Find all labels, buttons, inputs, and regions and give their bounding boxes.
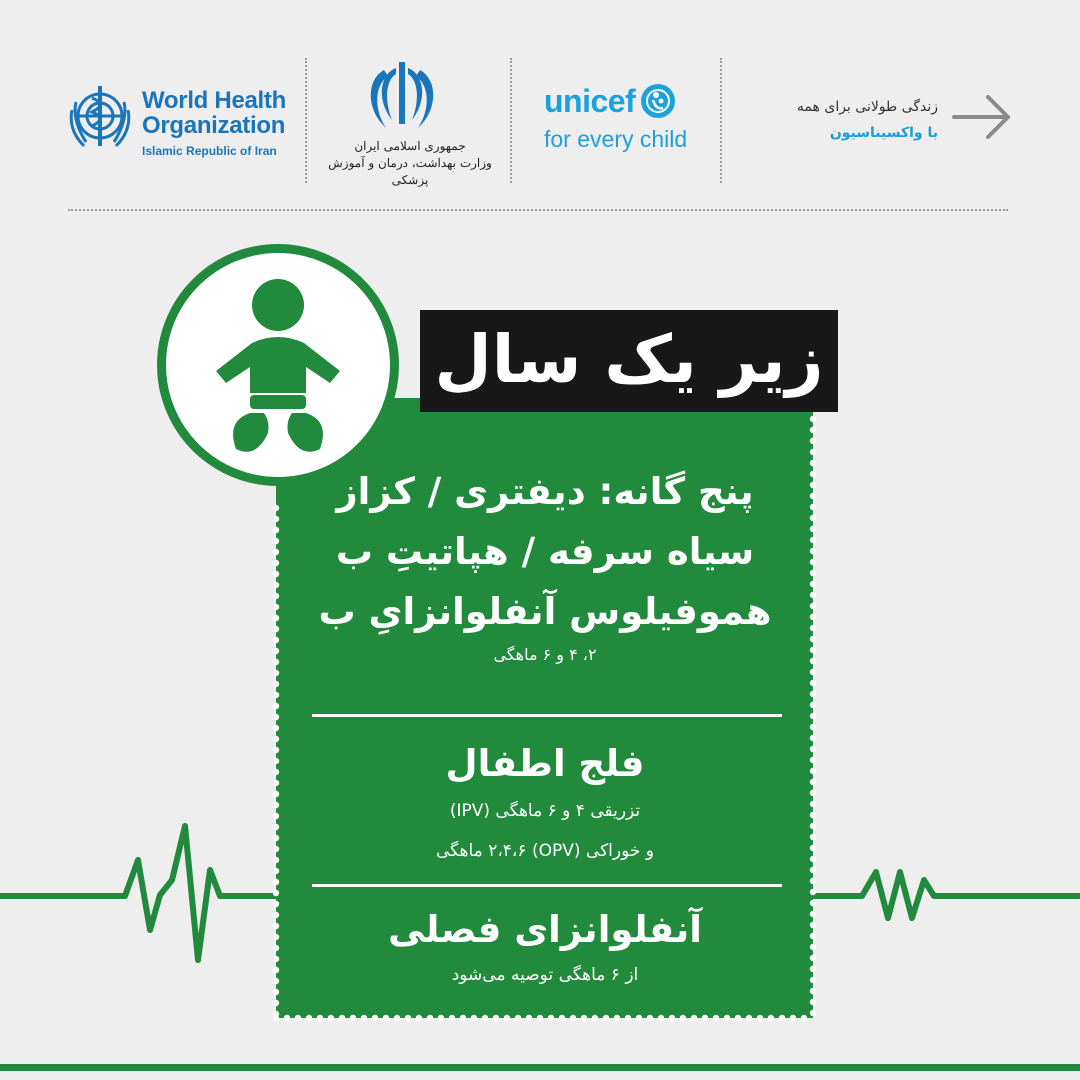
perforation-dot [273,648,279,654]
perforation-dot [724,1015,730,1021]
who-country: Islamic Republic of Iran [142,144,277,158]
perforation-dot [810,438,816,444]
perforation-dot [702,1015,708,1021]
perforation-dot [273,681,279,687]
perforation-dot [810,559,816,565]
perforation-dot [273,692,279,698]
perforation-dot [810,999,816,1005]
perforation-dot [273,714,279,720]
perforation-dot [810,834,816,840]
perforation-dot [273,703,279,709]
influenza-note: از ۶ ماهگی توصیه می‌شود [451,965,639,985]
perforation-dot [273,912,279,918]
slogan-line2: با واکسیناسیون [829,125,938,141]
perforation-dot [306,1015,312,1021]
perforation-dot [680,1015,686,1021]
perforation-dot [801,1015,807,1021]
perforation-dot [810,713,816,719]
perforation-dot [810,515,816,521]
perforation-dot [810,955,816,961]
perforation-dot [757,1015,763,1021]
who-name-line2: Organization [142,112,286,139]
perforation-dot [658,1015,664,1021]
perforation-dot [810,493,816,499]
perforation-dot [810,614,816,620]
perforation-dot [537,1015,543,1021]
perforation-dot [810,427,816,433]
polio-ipv: تزریقی ۴ و ۶ ماهگی (IPV) [449,801,641,821]
perforation-dot [273,868,279,874]
perforation-dot [273,791,279,797]
perforation-dot [810,647,816,653]
perforation-dot [810,735,816,741]
perforation-dot [273,1000,279,1006]
perforation-dot [810,504,816,510]
perforation-dot [810,449,816,455]
perforation-dot [810,889,816,895]
perforation-dot [810,845,816,851]
perforation-dot [273,604,279,610]
perforation-dot [810,977,816,983]
perforation-dot [810,911,816,917]
perforation-dot [810,471,816,477]
perforation-dot [810,922,816,928]
mohme-line1: جمهوری اسلامی ایران [354,139,466,153]
perforation-dot [273,923,279,929]
perforation-dot [273,857,279,863]
perforation-dot [504,1015,510,1021]
perforation-dot [273,527,279,533]
perforation-dot [273,846,279,852]
perforation-dot [273,571,279,577]
perforation-dot [350,1015,356,1021]
perforation-dot [482,1015,488,1021]
perforation-dot [669,1015,675,1021]
perforation-dot [273,978,279,984]
perforation-dot [810,658,816,664]
perforation-dot [405,1015,411,1021]
perforation-dot [273,813,279,819]
perforation-dot [273,626,279,632]
perforation-dot [548,1015,554,1021]
perforation-dot [273,549,279,555]
perforation-dot [647,1015,653,1021]
perforation-dot [746,1015,752,1021]
perforation-dot [273,769,279,775]
perforation-dot [810,537,816,543]
perforation-dot [273,945,279,951]
perforation-dot [779,1015,785,1021]
perforation-dot [810,757,816,763]
unicef-tagline: for every child [544,126,688,152]
who-name-line1: World Health [142,87,286,114]
perforation-dot [810,779,816,785]
perforation-dot [625,1015,631,1021]
card-title: زیر یک سال [420,310,838,412]
perforation-dot [273,956,279,962]
perforation-dot [273,747,279,753]
perforation-dot [810,878,816,884]
perforation-dot [273,725,279,731]
perforation-dot [273,736,279,742]
perforation-dot [559,1015,565,1021]
unicef-name: unicef [544,83,636,119]
slogan-line1: زندگی طولانی برای همه [796,99,938,115]
perforation-dot [273,516,279,522]
perforation-dot [460,1015,466,1021]
perforation-dot [790,1015,796,1021]
section-influenza [300,900,790,990]
perforation-dot [810,856,816,862]
perforation-dot [284,1015,290,1021]
perforation-dot [273,505,279,511]
perforation-dot [810,460,816,466]
perforation-dot [273,901,279,907]
perforation-dot [810,746,816,752]
perforation-dot [636,1015,642,1021]
perforation-dot [810,966,816,972]
perforation-dot [273,582,279,588]
perforation-dot [427,1015,433,1021]
pentavalent-line2: سیاه سرفه / هپاتیتِ ب [335,530,755,573]
perforation-dot [570,1015,576,1021]
perforation-dot [810,867,816,873]
polio-opv: و خوراکی (OPV) ۲،۴،۶ ماهگی [435,841,655,861]
perforation-dot [273,670,279,676]
perforation-dot [810,1010,816,1016]
pentavalent-line1: پنج گانه: دیفتری / کزاز [336,470,754,513]
baby-icon [166,253,390,477]
perforation-dot [416,1015,422,1021]
perforation-dot [295,1015,301,1021]
perforation-dot [810,636,816,642]
perforation-dot [449,1015,455,1021]
perforation-dot [713,1015,719,1021]
perforation-dot [810,790,816,796]
perforation-dot [810,416,816,422]
perforation-dot [810,900,816,906]
perforation-dot [273,879,279,885]
perforation-dot [810,812,816,818]
perforation-dot [810,988,816,994]
pentavalent-line3: هموفیلوس آنفلوانزایِ ب [318,590,772,633]
perforation-dot [768,1015,774,1021]
perforation-dot [603,1015,609,1021]
polio-title: فلج اطفال [445,742,645,785]
perforation-dot [273,967,279,973]
perforation-dot [273,1015,279,1021]
influenza-title: آنفلوانزای فصلی [388,908,702,951]
perforation-dot [614,1015,620,1021]
perforation-dot [810,823,816,829]
perforation-dot [361,1015,367,1021]
mohme-line2: وزارت بهداشت، درمان و آموزش پزشکی [328,156,492,187]
perforation-dot [273,538,279,544]
section-pentavalent [300,462,790,668]
perforation-dot [810,702,816,708]
section-divider [312,714,782,717]
perforation-dot [810,570,816,576]
perforation-dot [273,758,279,764]
perforation-dot [581,1015,587,1021]
perforation-dot [810,625,816,631]
perforation-dot [493,1015,499,1021]
perforation-dot [810,680,816,686]
perforation-dot [273,780,279,786]
perforation-dot [810,526,816,532]
perforation-dot [526,1015,532,1021]
perforation-dot [273,637,279,643]
perforation-dot [273,989,279,995]
perforation-dot [273,824,279,830]
perforation-dot [810,944,816,950]
perforation-dot [810,691,816,697]
perforation-dot [810,669,816,675]
perforation-dot [515,1015,521,1021]
perforation-dot [372,1015,378,1021]
perforation-dot [273,659,279,665]
perforation-dot [810,768,816,774]
section-polio [300,734,790,866]
perforation-dot [273,890,279,896]
perforation-dot [328,1015,334,1021]
perforation-dot [273,802,279,808]
perforation-dot [394,1015,400,1021]
pentavalent-schedule: ۲، ۴ و ۶ ماهگی [493,645,597,664]
perforation-dot [810,482,816,488]
perforation-dot [273,615,279,621]
perforation-dot [810,592,816,598]
perforation-dot [810,724,816,730]
perforation-dot [317,1015,323,1021]
section-divider [312,884,782,887]
perforation-dot [273,593,279,599]
perforation-dot [810,603,816,609]
perforation-dot [810,933,816,939]
perforation-dot [810,801,816,807]
baby-icon-circle [157,244,399,486]
perforation-dot [339,1015,345,1021]
perforation-dot [735,1015,741,1021]
perforation-dot [273,560,279,566]
perforation-dot [691,1015,697,1021]
perforation-dot [471,1015,477,1021]
perforation-dot [810,581,816,587]
perforation-dot [273,934,279,940]
perforation-dot [383,1015,389,1021]
perforation-dot [438,1015,444,1021]
perforation-dot [592,1015,598,1021]
perforation-dot [273,835,279,841]
perforation-dot [810,548,816,554]
